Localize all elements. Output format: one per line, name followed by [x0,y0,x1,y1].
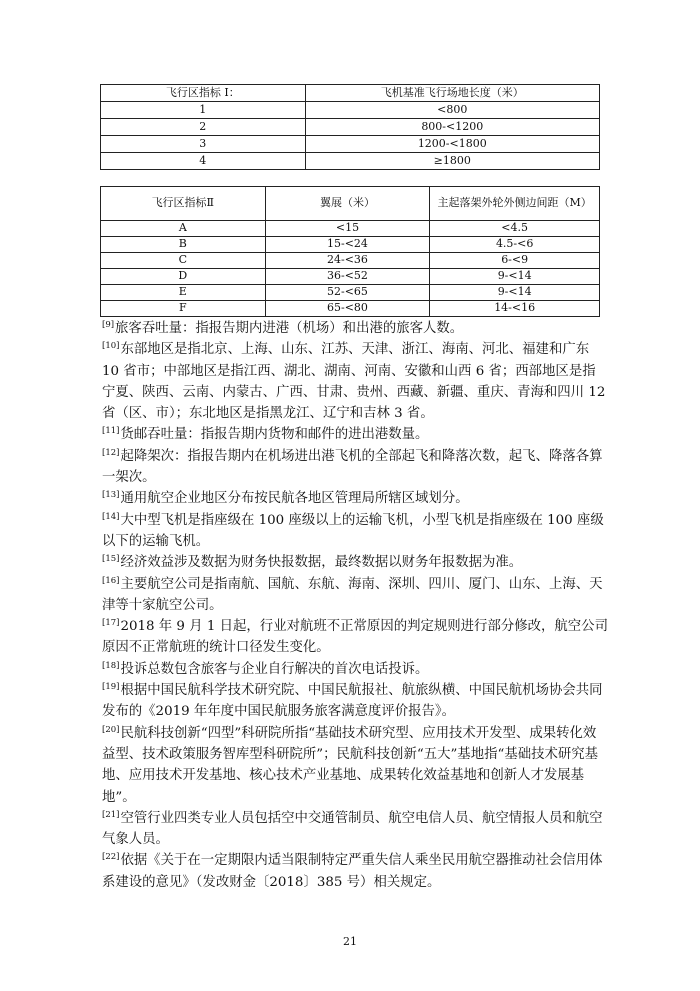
table-cell: 24-<36 [265,253,430,269]
footnote [102,659,608,680]
page-number: 21 [343,935,357,948]
table-header-cell: 飞机基准飞行场地长度（米） [305,85,599,102]
table-cell: 65-<80 [265,301,430,317]
footnote [102,488,608,509]
footnote-text: 空管行业四类专业人员包括空中交通管制员、航空电信人员、航空情报人员和航空气象人员。 [102,810,603,848]
footnote-number: [9] [102,320,115,330]
table-cell: E [101,285,266,301]
table-row [101,221,600,237]
table-row [101,102,600,119]
footnote-number: [15] [102,554,120,565]
table-row [101,285,600,301]
table-cell: A [101,221,266,237]
footnote-number: [11] [102,426,120,437]
footnote-text: 东部地区是指北京、上海、山东、江苏、天津、浙江、海南、河北、福建和广东 10 省市；中部地区是指江西、湖北、湖南、河南、安徽和山西 6 省；西部地区是指宁夏、陕西、云南、内蒙古、广西、甘肃、贵州、西藏、新疆、重庆、青海和四川 12 省（区、市）；东北地区是指黑龙江、辽宁和吉林 3 省。 [102,342,606,422]
table-cell: 15-<24 [265,237,430,253]
table-row [101,253,600,269]
footnote-text: 货邮吞吐量：指报告期内货物和邮件的进出港数量。 [120,427,429,443]
footnote-text: 投诉总数包含旅客与企业自行解决的首次电话投诉。 [120,661,429,677]
footnote-text: 大中型飞机是指座级在 100 座级以上的运输飞机，小型飞机是指座级在 100 座级以下的运输飞机。 [102,512,604,549]
footnote-text: 经济效益涉及数据为财务快报数据，最终数据以财务年报数据为准。 [120,555,523,571]
footnote-text: 旅客吞吐量：指报告期内进港（机场）和出港的旅客人数。 [115,321,464,336]
footnote-text: 通用航空企业地区分布按民航各地区管理局所辖区域划分。 [120,491,469,507]
table-header-cell: 飞行区指标 I： [101,85,306,102]
table-row [101,301,600,317]
footnote-number: [17] [102,618,120,629]
footnote-number: [14] [102,511,120,522]
table-cell: C [101,253,266,269]
table-cell: <4.5 [430,221,600,237]
footnote-text: 主要航空公司是指南航、国航、东航、海南、深圳、四川、厦门、山东、上海、天津等十家航空公司。 [102,576,603,613]
footnote-number: [10] [102,341,120,352]
table-cell: 14-<16 [430,301,600,317]
table-cell: F [101,301,266,317]
table-cell: 36-<52 [265,269,430,285]
table-cell: 9-<14 [430,285,600,301]
footnote-text: 民航科技创新“四型”科研院所指“基础技术研究型、应用技术开发型、成果转化效益型、技术政策服务智库型科研院所”；民航科技创新“五大”基地指“基础技术研究基地、应用技术开发基地、核心技术产业基地、成果转化效益基地和创新人才发展基地”。 [102,725,599,805]
footnote-number: [22] [102,852,120,863]
footnote-text: 依据《关于在一定期限内适当限制特定严重失信人乘坐民用航空器推动社会信用体系建设的意见》（发改财金〔2018〕385 号）相关规定。 [102,853,603,890]
footnote-text: 起降架次：指报告期内在机场进出港飞机的全部起飞和降落次数，起飞、降落各算一架次。 [102,448,603,486]
footnote [102,723,608,808]
table-row [101,153,600,170]
footnote-number: [18] [102,660,120,671]
table-cell: D [101,269,266,285]
table-header-cell: 翼展（米） [265,187,430,221]
table-header-cell: 主起落架外轮外侧边间距（M） [430,187,600,221]
table-cell: 3 [101,136,306,153]
table-cell: 2 [101,119,306,136]
footnote-number: [21] [102,809,120,820]
footnote-number: [19] [102,682,120,693]
table-cell: 4 [101,153,306,170]
table-row [101,237,600,253]
footnote [102,808,608,851]
footnote [102,574,608,617]
footnote [102,510,608,553]
footnote [102,850,608,893]
footnote-number: [13] [102,490,120,501]
table-row [101,119,600,136]
footnote [102,616,608,659]
table-header-row [101,187,600,221]
airfield-code-1-table [100,84,600,170]
table-cell: <800 [305,102,599,119]
table-cell: 9-<14 [430,269,600,285]
table-cell: ≥1800 [305,153,599,170]
table-cell: 52-<65 [265,285,430,301]
table-header-row [101,85,600,102]
footnote [102,680,608,723]
footnote-number: [16] [102,575,120,586]
footnotes-list [102,318,608,893]
table-cell: <15 [265,221,430,237]
footnote [102,552,608,573]
footnote [102,446,608,489]
table-row [101,136,600,153]
footnote-number: [20] [102,724,120,735]
table-cell: 6-<9 [430,253,600,269]
footnote [102,424,608,445]
table-cell: B [101,237,266,253]
airfield-code-2-table [100,186,600,317]
table-header-cell: 飞行区指标Ⅱ [101,187,266,221]
footnote [102,318,608,339]
table-cell: 4.5-<6 [430,237,600,253]
footnote-number: [12] [102,447,120,458]
footnote [102,339,608,424]
table-row [101,269,600,285]
footnote-text: 2018 年 9 月 1 日起，行业对航班不正常原因的判定规则进行部分修改，航空公司原因不正常航班的统计口径发生变化。 [102,619,608,656]
table-cell: 1200-<1800 [305,136,599,153]
table-cell: 1 [101,102,306,119]
footnote-text: 根据中国民航科学技术研究院、中国民航报社、航旅纵横、中国民航机场协会共同发布的《2019 年年度中国民航服务旅客满意度评价报告》。 [102,683,603,720]
table-cell: 800-<1200 [305,119,599,136]
